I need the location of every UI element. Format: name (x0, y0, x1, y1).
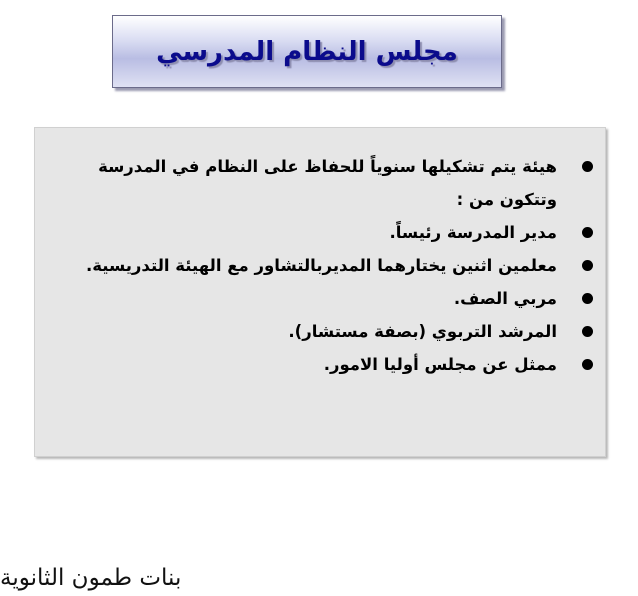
slide-title-banner (112, 15, 502, 88)
slide-title: مجلس النظام المدرسي (156, 36, 458, 67)
bullet-dot-icon (582, 161, 593, 172)
bullet-text: مربي الصف. (453, 289, 557, 308)
bullet-text: مدير المدرسة رئيساً. (389, 223, 557, 242)
bullet-item (57, 348, 593, 381)
bullet-item (57, 282, 593, 315)
content-panel (34, 127, 606, 457)
bullet-item (57, 150, 593, 216)
bullet-text: معلمين اثنين يختارهما المديربالتشاور مع الهيئة التدريسية. (85, 256, 557, 275)
bullet-dot-icon (582, 326, 593, 337)
bullet-text: المرشد التربوي (بصفة مستشار). (288, 322, 557, 341)
footer-school-name: بنات طمون الثانوية (0, 565, 182, 591)
bullet-dot-icon (582, 359, 593, 370)
bullet-dot-icon (582, 293, 593, 304)
bullet-item (57, 315, 593, 348)
bullet-item (57, 249, 593, 282)
bullet-item (57, 216, 593, 249)
bullet-text: هيئة يتم تشكيلها سنوياً للحفاظ على النظام في المدرسة وتتكون من : (98, 157, 557, 209)
bullet-list (57, 150, 593, 381)
bullet-dot-icon (582, 260, 593, 271)
bullet-dot-icon (582, 227, 593, 238)
bullet-text: ممثل عن مجلس أوليا الامور. (323, 355, 557, 374)
